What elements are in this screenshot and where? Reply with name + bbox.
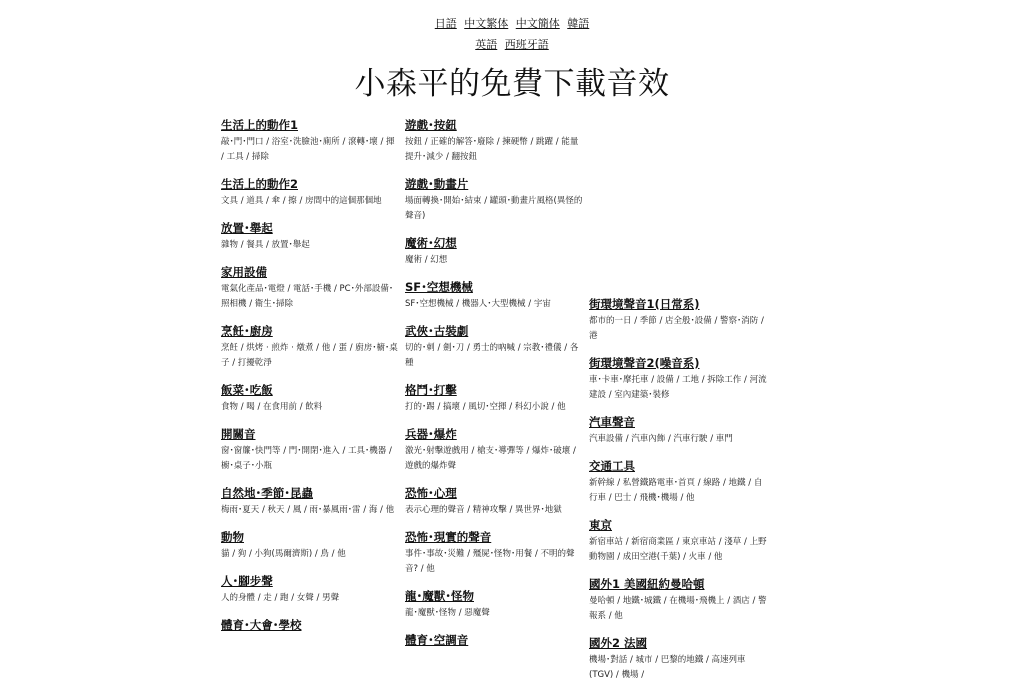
category-description: 梅雨･夏天 / 秋天 / 風 / 雨･暴風雨･雷 / 海 / 他 xyxy=(221,505,395,515)
category-description: 魔術 / 幻想 xyxy=(405,255,448,265)
category-link[interactable]: 開關音 xyxy=(221,427,256,441)
category-description: 表示心理的聲音 / 精神攻擊 / 異世界･地獄 xyxy=(405,505,562,515)
category-item xyxy=(221,118,399,165)
category-item xyxy=(405,177,583,224)
category-description: 貓 / 狗 / 小狗(馬爾濟斯) / 鳥 / 他 xyxy=(221,549,346,559)
category-item xyxy=(589,459,767,506)
category-link[interactable]: 生活上的動作2 xyxy=(221,177,299,191)
category-item xyxy=(589,577,767,624)
category-item xyxy=(589,518,767,565)
category-link[interactable]: 自然地･季節･昆蟲 xyxy=(221,486,313,500)
lang-link-spanish[interactable]: 西班牙語 xyxy=(504,38,549,51)
category-description: 按鈕 / 正確的解答･廢除 / 揀硬幣 / 跳躍 / 能量提升･減少 / 翻按鈕 xyxy=(405,137,579,162)
category-item xyxy=(405,118,583,165)
category-item xyxy=(405,236,583,268)
category-link[interactable]: 飯菜･吃飯 xyxy=(221,383,273,397)
lang-link-simplified-chinese[interactable]: 中文簡体 xyxy=(515,17,560,30)
category-item xyxy=(221,177,399,209)
language-links-row-1 xyxy=(0,15,1024,31)
category-description: 電氣化產品･電燈 / 電話･手機 / PC･外部設備･照相機 / 衛生･掃除 xyxy=(221,284,394,309)
category-item xyxy=(221,221,399,253)
category-description: 切的･刺 / 劍･刀 / 勇士的吶喊 / 宗教･禮儀 / 各種 xyxy=(405,343,579,368)
category-item xyxy=(221,324,399,371)
category-item xyxy=(405,324,583,371)
category-link[interactable]: 恐怖･心理 xyxy=(405,486,457,500)
category-link[interactable]: 街環境聲音1(日常系) xyxy=(589,297,700,311)
page-title: 小森平的免費下載音效 xyxy=(354,66,670,102)
category-item xyxy=(405,427,583,474)
category-description: 車･卡車･摩托車 / 設備 / 工地 / 拆除工作 / 河流建設 / 室內建築･裝修 xyxy=(589,375,767,400)
category-description: 機場･對話 / 城市 / 巴黎的地鐵 / 高速列車(TGV) / 機場 / xyxy=(589,655,746,680)
category-link[interactable]: 武俠･古裝劇 xyxy=(405,324,469,338)
category-link[interactable]: 恐怖･現實的聲音 xyxy=(405,530,492,544)
category-column-2 xyxy=(405,118,583,660)
category-item xyxy=(221,574,399,606)
category-link[interactable]: 家用設備 xyxy=(221,265,267,279)
category-item xyxy=(221,530,399,562)
category-column-1 xyxy=(221,118,399,645)
category-description: 雜物 / 餐具 / 放置･舉起 xyxy=(221,240,310,250)
category-description: 龍･魔獸･怪物 / 惡魔聲 xyxy=(405,608,490,618)
category-item xyxy=(589,297,767,344)
category-description: 都市的一日 / 季節 / 店全般･設備 / 警察･消防 / 港 xyxy=(589,316,764,341)
category-link[interactable]: 遊戲･動畫片 xyxy=(405,177,469,191)
category-description: 人的身體 / 走 / 跑 / 女聲 / 男聲 xyxy=(221,593,340,603)
category-item xyxy=(589,636,767,683)
category-item xyxy=(589,415,767,447)
category-link[interactable]: 體育･大會･學校 xyxy=(221,618,302,632)
category-item xyxy=(405,486,583,518)
category-description: 窗･窗簾･快門等 / 門･開閉･進入 / 工具･機器 / 櫥･桌子･小瓶 xyxy=(221,446,392,471)
category-link[interactable]: 交通工具 xyxy=(589,459,635,473)
category-description: 敲･門･門口 / 浴室･洗臉池･廁所 / 滾轉･壞 / 揮 / 工具 / 掃除 xyxy=(221,137,395,162)
lang-link-korean[interactable]: 韓語 xyxy=(567,17,590,30)
category-link[interactable]: 汽車聲音 xyxy=(589,415,635,429)
category-description: 新幹線 / 私營鐵路電車･首頁 / 線路 / 地鐵 / 自行車 / 巴士 / 飛機･機場 / 他 xyxy=(589,478,763,503)
category-description: 事件･事故･災難 / 殭屍･怪物･用餐 / 不明的聲音? / 他 xyxy=(405,549,575,574)
language-links-row-2 xyxy=(0,36,1024,52)
category-link[interactable]: 人･腳步聲 xyxy=(221,574,273,588)
category-description: 食物 / 喝 / 在食用前 / 飲料 xyxy=(221,402,323,412)
category-description: 文具 / 道具 / 傘 / 擦 / 房間中的這個那個地 xyxy=(221,196,382,206)
category-description: 新宿車站 / 新宿商業區 / 東京車站 / 淺草 / 上野動物園 / 成田空港(千葉) / 火車 / 他 xyxy=(589,537,767,562)
category-link[interactable]: 龍･魔獸･怪物 xyxy=(405,589,474,603)
category-description: SF･空想機械 / 機器人･大型機械 / 宇宙 xyxy=(405,299,551,309)
category-description: 曼哈頓 / 地鐵･城鐵 / 在機場･飛機上 / 酒店 / 警報系 / 他 xyxy=(589,596,767,621)
category-link[interactable]: 生活上的動作1 xyxy=(221,118,299,132)
category-column-3 xyxy=(589,297,767,695)
category-link[interactable]: 國外1 美國紐約曼哈頓 xyxy=(589,577,705,591)
category-link[interactable]: 東京 xyxy=(589,518,612,532)
category-item xyxy=(405,530,583,577)
category-link[interactable]: SF･空想機械 xyxy=(405,280,473,294)
category-item xyxy=(221,427,399,474)
category-link[interactable]: 烹飪･廚房 xyxy=(221,324,273,338)
category-link[interactable]: 國外2 法國 xyxy=(589,636,648,650)
category-item xyxy=(589,356,767,403)
category-description: 烹飪 / 烘烤 · 煎炸 · 燉煮 / 他 / 蛋 / 廚房･櫥･桌子 / 打擾乾淨 xyxy=(221,343,398,368)
category-description: 場面轉換･開始･結束 / 罐頭･動畫片風格(異怪的聲音) xyxy=(405,196,583,221)
category-item xyxy=(221,265,399,312)
category-description: 激光･射擊遊戲用 / 槍支･導彈等 / 爆炸･破壞 / 遊戲的爆炸聲 xyxy=(405,446,576,471)
category-description: 汽車設備 / 汽車內飾 / 汽車行駛 / 車門 xyxy=(589,434,733,444)
category-item xyxy=(405,633,583,648)
lang-link-traditional-chinese[interactable]: 中文繁体 xyxy=(464,17,509,30)
category-link[interactable]: 格鬥･打擊 xyxy=(405,383,457,397)
category-link[interactable]: 魔術･幻想 xyxy=(405,236,457,250)
category-link[interactable]: 體育･空調音 xyxy=(405,633,469,647)
category-item xyxy=(405,589,583,621)
lang-link-japanese[interactable]: 日語 xyxy=(434,17,457,30)
category-link[interactable]: 街環境聲音2(噪音系) xyxy=(589,356,700,370)
lang-link-english[interactable]: 英語 xyxy=(475,38,498,51)
category-item xyxy=(405,280,583,312)
category-description: 打的･踢 / 搞壞 / 風切･空揮 / 科幻小說 / 他 xyxy=(405,402,566,412)
category-link[interactable]: 動物 xyxy=(221,530,244,544)
category-item xyxy=(221,618,399,633)
category-item xyxy=(221,486,399,518)
category-item xyxy=(405,383,583,415)
category-link[interactable]: 遊戲･按鈕 xyxy=(405,118,457,132)
category-link[interactable]: 兵器･爆炸 xyxy=(405,427,457,441)
category-link[interactable]: 放置･舉起 xyxy=(221,221,273,235)
category-item xyxy=(221,383,399,415)
